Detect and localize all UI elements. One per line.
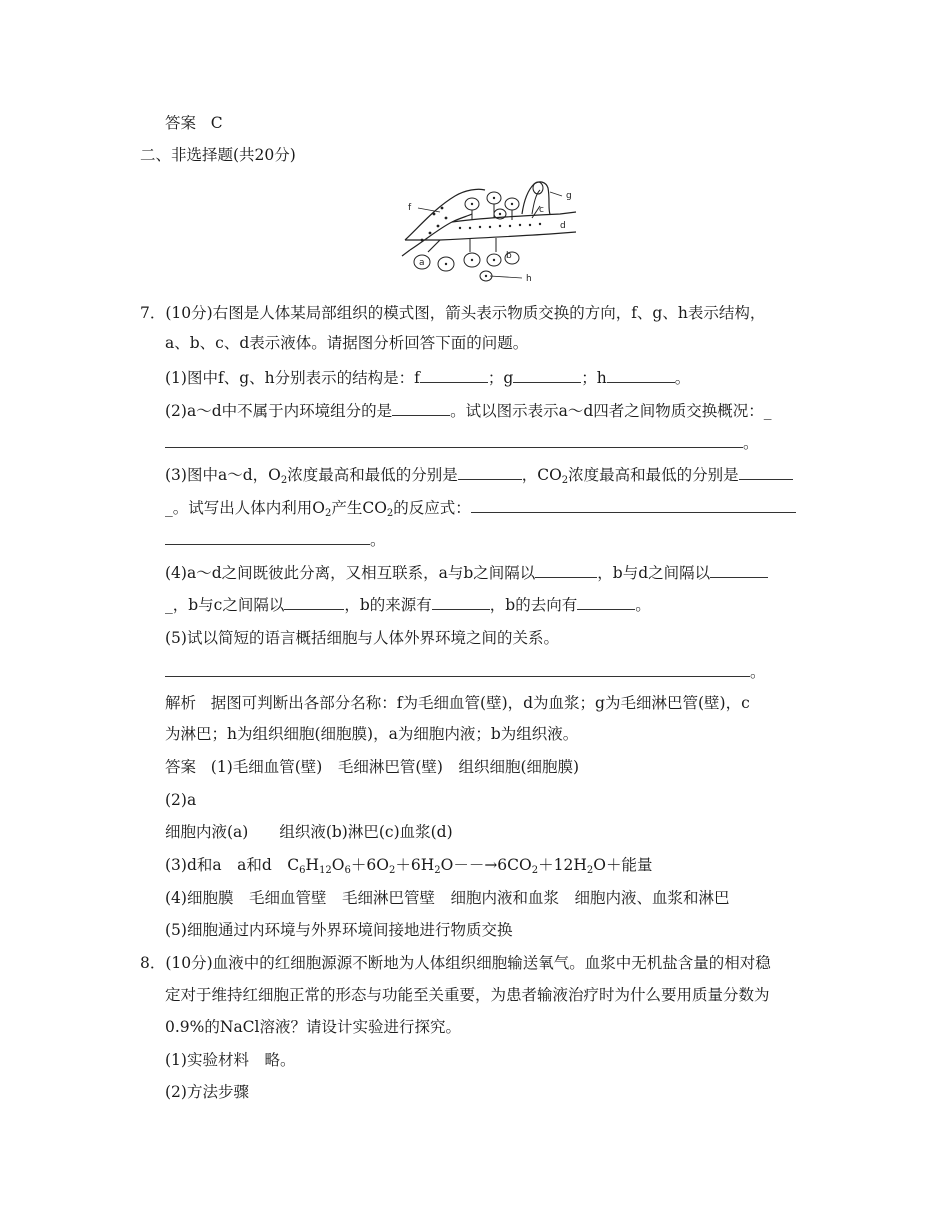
capillary-f-lower [410,214,472,250]
label-b: b [506,251,512,261]
q7-analysis-line2: 为淋巴；h为组织细胞(细胞膜)，a为细胞内液；b为组织液。 [165,725,579,743]
analysis-label: 解析 [165,694,197,712]
q7-part2-line1: (2)a～d中不属于内环境组分的是 。试以图示表示a～d四者之间物质交换概况：_ [165,402,772,420]
q7-stem-line1: 7．(10分)右图是人体某局部组织的模式图，箭头表示物质交换的方向，f、g、h表示结构， [140,304,766,322]
q7-part4-line1: (4)a～d之间既彼此分离，又相互联系，a与b之间隔以 ，b与d之间隔以 [165,562,768,584]
q7-part5-blank: 。 [165,661,766,683]
q8-line1: 8．(10分)血液中的红细胞源源不断地为人体组织细胞输送氧气。血浆中无机盐含量的相对稳 [140,954,771,972]
label-c: c [539,205,544,215]
label-h: h [526,274,532,284]
vessel-d-bottom [440,232,576,240]
q7-part5: (5)试以简短的语言概括细胞与人体外界环境之间的关系。 [165,629,559,647]
q7-answer-1: 答案 (1)毛细血管(壁) 毛细淋巴管(壁) 组织细胞(细胞膜) [165,758,580,776]
q7-part1: (1)图中f、g、h分别表示的结构是：f ；g ；h 。 [165,369,691,387]
q7-part3-line3: 。 [165,529,386,551]
label-f: f [408,203,412,213]
prev-answer [165,112,223,134]
q7-answer-3: (3)d和a a和d $C_6H_{12}O_6+6O_2+6H_2O--\to 6CO_2+12H_2O+$能量 [165,856,653,876]
q7-part2-line2: 。 [165,432,759,454]
q7-answer-4: (4)细胞膜 毛细血管壁 毛细淋巴管壁 细胞内液和血浆 细胞内液、血浆和淋巴 [165,889,730,907]
label-d: d [560,221,566,231]
q7-answer-2: (2)a [165,791,197,809]
q7-stem-line2: a、b、c、d表示液体。请据图分析回答下面的问题。 [165,334,529,352]
q7-analysis-line1: 解析 据图可判断出各部分名称：f为毛细血管(壁)，d为血浆；g为毛细淋巴管(壁)，c [165,694,750,712]
q8-step1: (1)实验材料 略。 [165,1051,296,1069]
q7-answer-5: (5)细胞通过内环境与外界环境间接地进行物质交换 [165,921,513,939]
q7-answer-2-diagram: 细胞内液(a) 组织液(b)淋巴(c)血浆(d) [165,823,453,841]
label-a: a [419,258,425,268]
q7-part3-line1: (3)图中a～d，$O_2$浓度最高和最低的分别是 ，$CO_2$浓度最高和最低的分别是 [165,464,793,486]
answer-label: 答案 [165,758,197,776]
q7-number: 7． [140,304,166,322]
q8-line3: 0.9%的NaCl溶液？请设计实验进行探究。 [165,1018,461,1036]
vessel-d-top [452,212,576,222]
tissue-cells-top [465,192,519,219]
q8-step2: (2)方法步骤 [165,1083,249,1101]
answer-value: C [210,114,223,132]
tissue-diagram [400,178,580,288]
capillary-f [405,189,485,240]
q7-part4-line2: _，b与c之间隔以 ，b的来源有 ，b的去向有 。 [165,596,651,614]
answer-label: 答案 [165,114,197,132]
q8-line2: 定对于维持红细胞正常的形态与功能至关重要，为患者输液治疗时为什么要用质量分数为 [165,986,770,1004]
q7-part3-line2: _。试写出人体内利用$O_2$产生$CO_2$的反应式： [165,497,796,519]
section-title: 二、非选择题(共20分) [140,146,296,164]
q8-number: 8． [140,954,166,972]
label-g: g [566,191,572,201]
